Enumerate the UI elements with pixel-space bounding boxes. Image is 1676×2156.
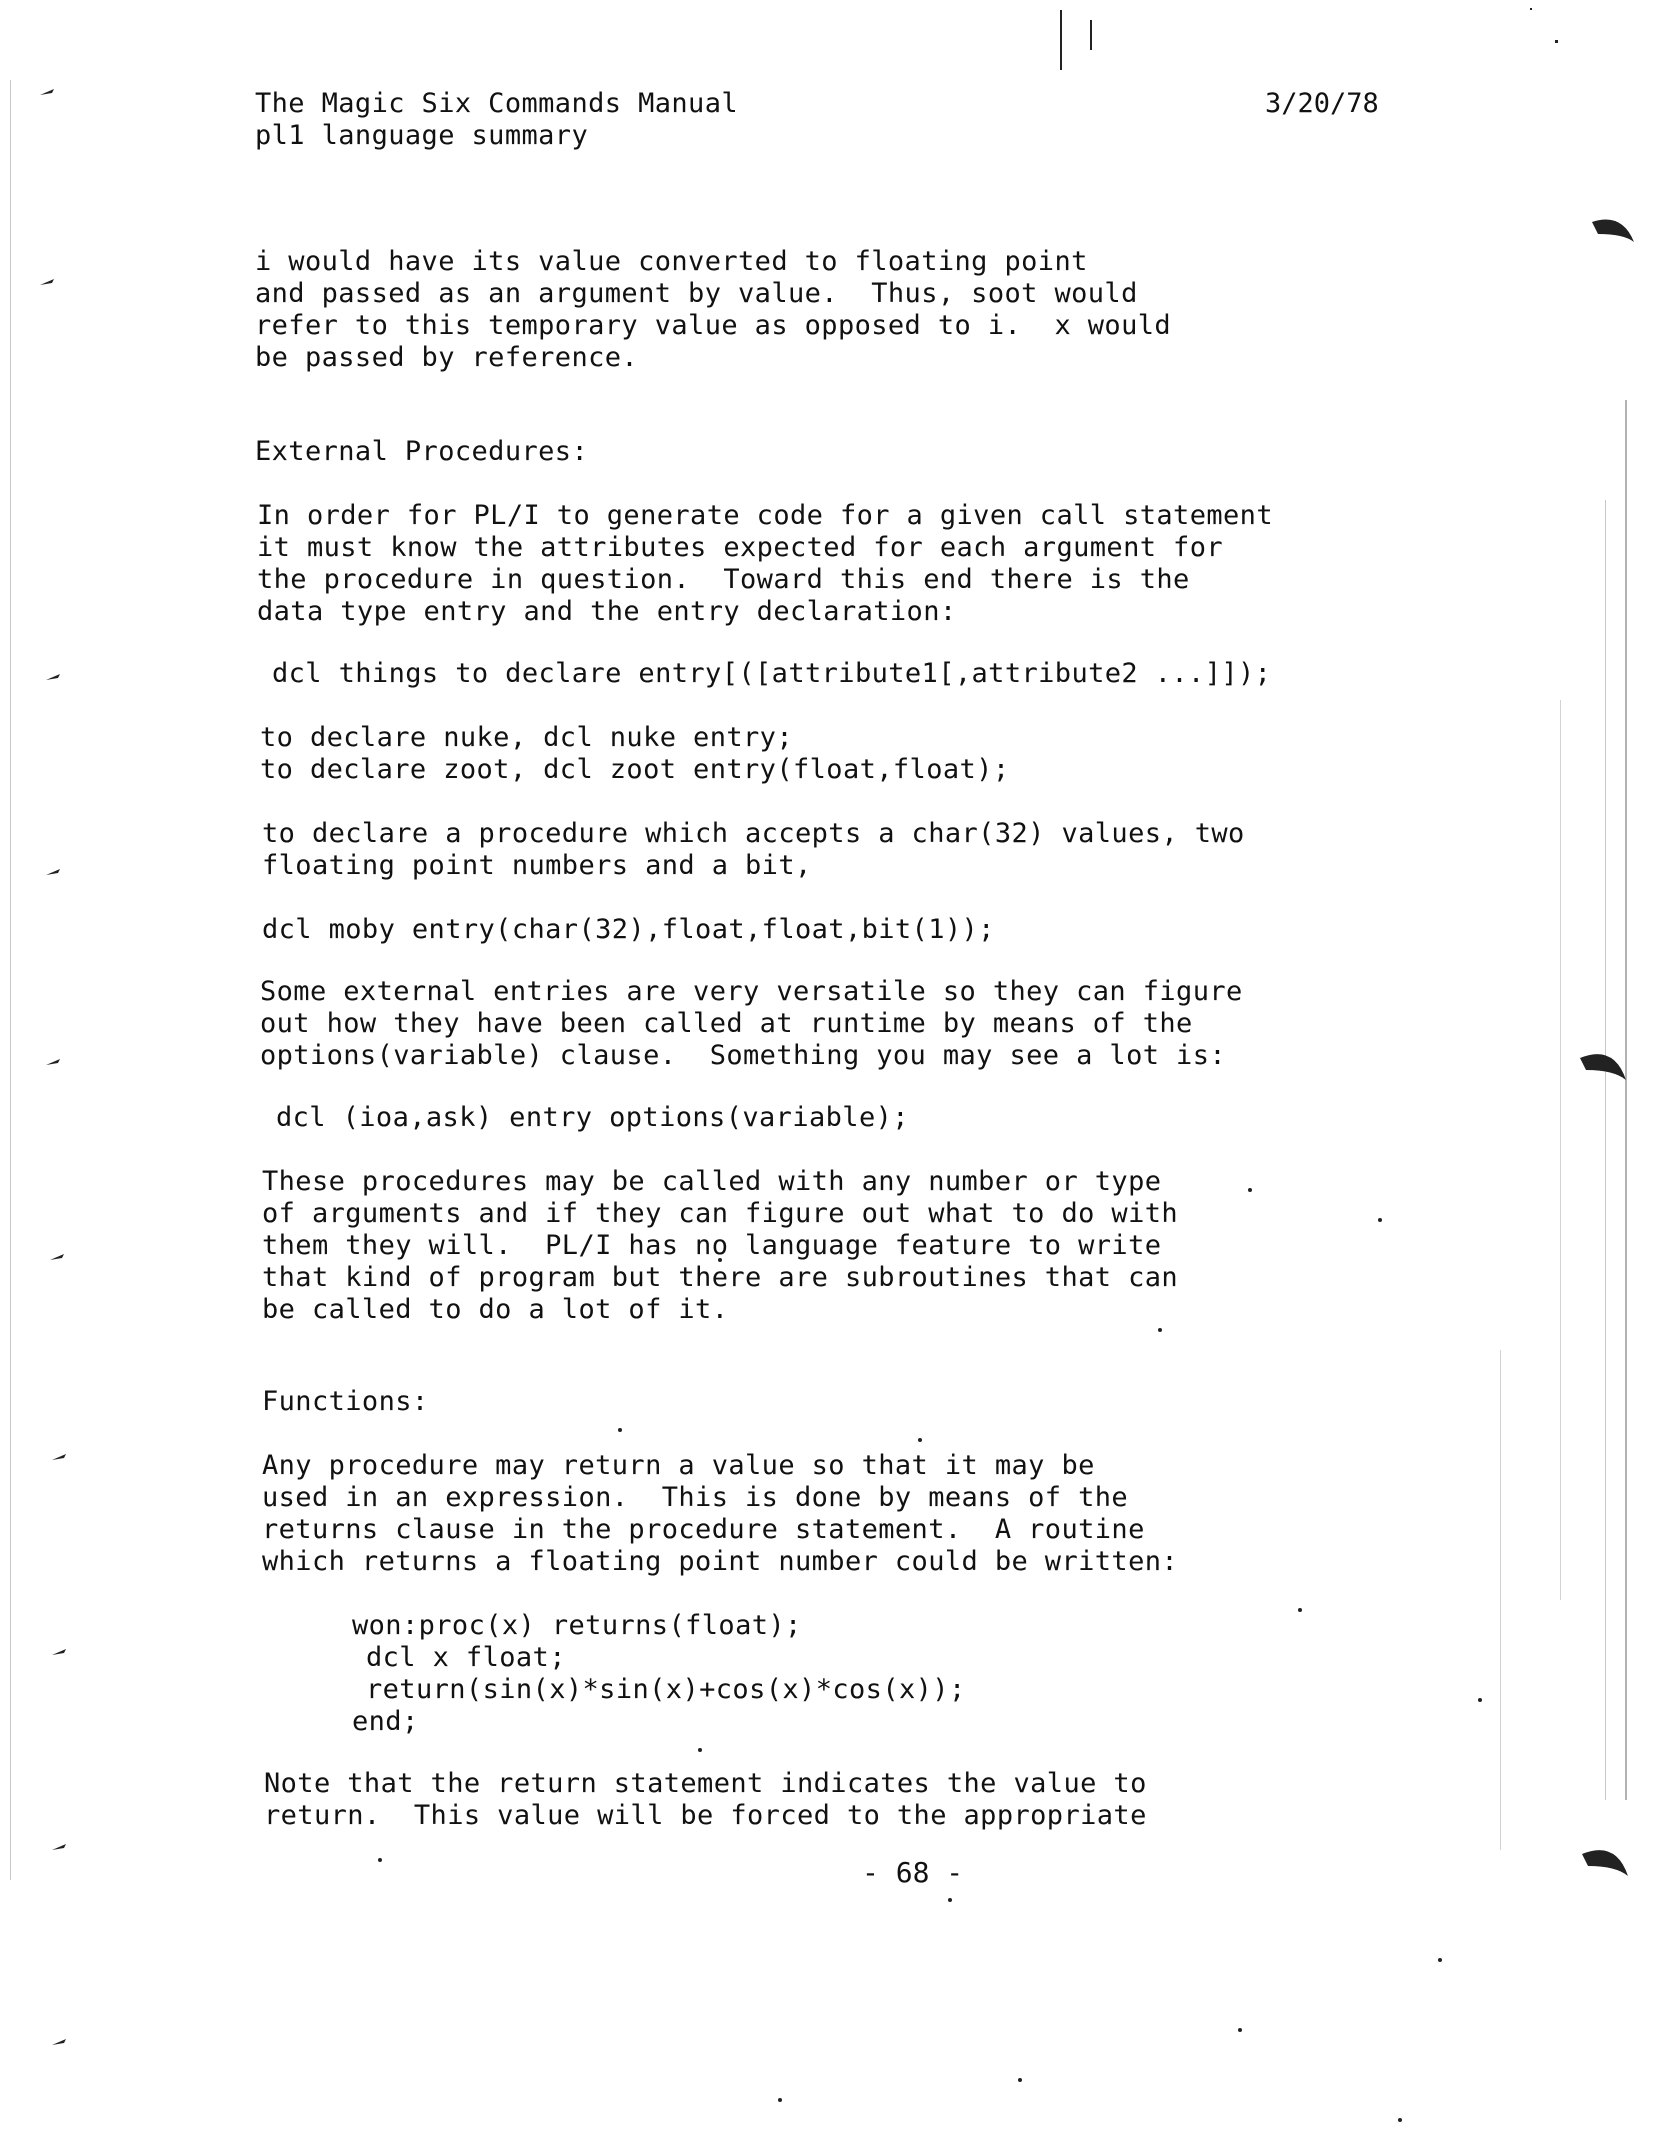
paragraph-line: return. This value will be forced to the appropriate [264,1800,1147,1831]
code-line: return(sin(x)*sin(x)+cos(x)*cos(x)); [366,1674,966,1705]
code-line: dcl (ioa,ask) entry options(variable); [276,1102,909,1133]
code-line: dcl x float; [366,1642,566,1673]
paragraph-line: data type entry and the entry declaration: [257,596,957,627]
paragraph-line: i would have its value converted to floating point [255,246,1088,277]
paragraph-line: to declare nuke, dcl nuke entry; [260,722,793,753]
paragraph-line: the procedure in question. Toward this end there is the [257,564,1190,595]
paragraph-line: to declare zoot, dcl zoot entry(float,float); [260,754,1010,785]
paragraph-line: and passed as an argument by value. Thus, soot would [255,278,1138,309]
paragraph-line: out how they have been called at runtime by means of the [260,1008,1193,1039]
paragraph-line: used in an expression. This is done by means of the [262,1482,1129,1513]
section-subtitle: pl1 language summary [255,120,589,151]
paragraph-line: Note that the return statement indicates the value to [264,1768,1147,1799]
paragraph-line: Some external entries are very versatile so they can figure [260,976,1243,1007]
section-heading: External Procedures: [255,436,589,467]
paragraph-line: be passed by reference. [255,342,639,373]
paragraph-line: be called to do a lot of it. [262,1294,729,1325]
header-date: 3/20/78 [1265,88,1379,119]
code-line: dcl things to declare entry[([attribute1[,attribute2 ...]]); [272,658,1272,689]
code-line: end; [352,1706,419,1737]
paragraph-line: it must know the attributes expected for each argument for [257,532,1224,563]
manual-title: The Magic Six Commands Manual [255,88,739,119]
paragraph-line: them they will. PL/I has no language feature to write [262,1230,1162,1261]
paragraph-line: Any procedure may return a value so that it may be [262,1450,1095,1481]
paragraph-line: options(variable) clause. Something you may see a lot is: [260,1040,1227,1071]
paragraph-line: of arguments and if they can figure out what to do with [262,1198,1179,1229]
paragraph-line: In order for PL/I to generate code for a given call statement [257,500,1273,531]
paragraph-line: to declare a procedure which accepts a char(32) values, two [262,818,1245,849]
paragraph-line: that kind of program but there are subroutines that can [262,1262,1179,1293]
paragraph-line: These procedures may be called with any number or type [262,1166,1162,1197]
paragraph-line: returns clause in the procedure statement. A routine [262,1514,1145,1545]
code-line: won:proc(x) returns(float); [352,1610,802,1641]
page-number: - 68 - [862,1856,964,1889]
section-heading: Functions: [262,1386,429,1417]
paragraph-line: refer to this temporary value as opposed to i. x would [255,310,1172,341]
paragraph-line: which returns a floating point number could be written: [262,1546,1179,1577]
paragraph-line: floating point numbers and a bit, [262,850,812,881]
code-line: dcl moby entry(char(32),float,float,bit(1)); [262,914,995,945]
